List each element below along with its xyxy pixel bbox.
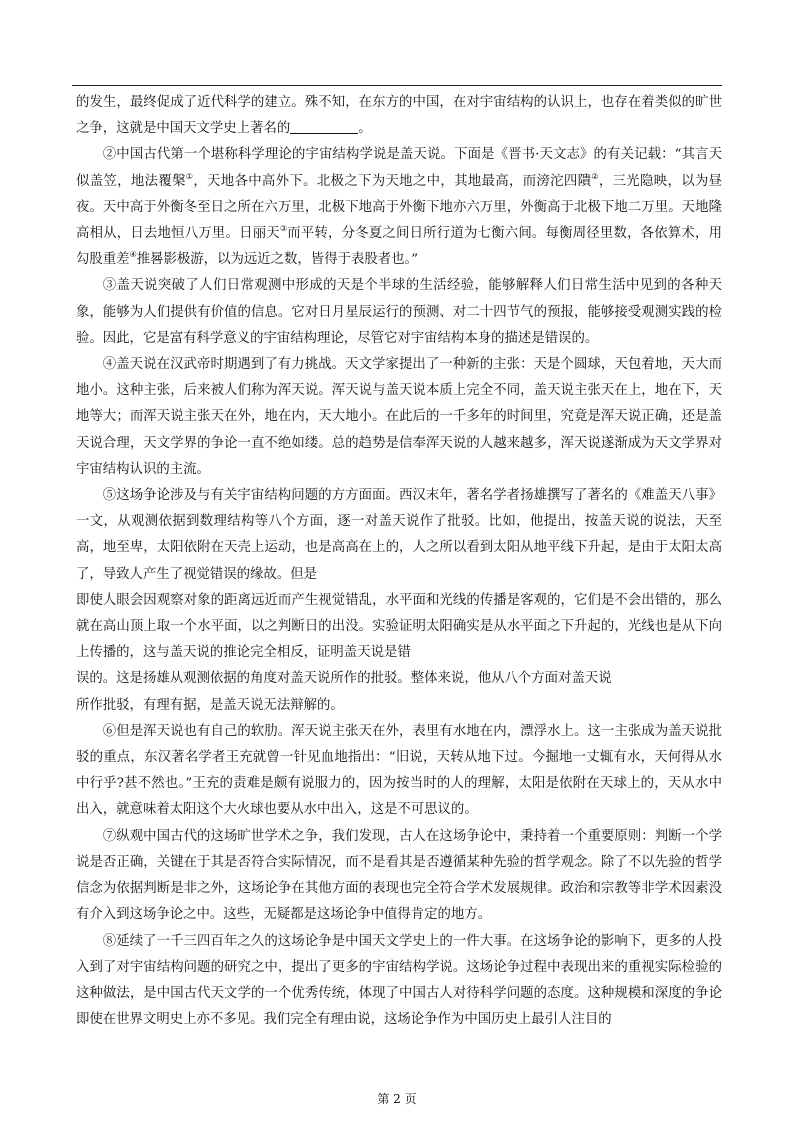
page-number: 第 2 页: [377, 1092, 417, 1106]
footnote-mark-1: ①: [185, 171, 194, 181]
paragraph-5-line-4: 所作批驳，有理有据，是盖天说无法辩解的。: [76, 697, 344, 713]
paragraph-5-line-2: 即使人眼会因观察对象的距离远近而产生视觉错乱，水平面和光线的传播是客观的，它们是不会出错的，那么就在高山顶上取一个水平面，以之判断日的出没。实验证明太阳确实是从水平面之下升起的，光线也是从下向上传播的，这与盖天说的推论完全相反，证明盖天说是错: [76, 592, 722, 661]
footnote-mark-4: ④: [129, 250, 137, 260]
footnote-mark-3: ③: [279, 224, 288, 234]
paragraph-1: 的发生，最终促成了近代科学的建立。殊不知，在东方的中国，在对宇宙结构的认识上，也存在着类似的旷世之争，这就是中国天文学史上著名的 。: [76, 95, 722, 137]
paragraph-4: ④盖天说在汉武帝时期遇到了有力挑战。天文学家提出了一种新的主张：天是个圆球，天包着地，天大而地小。这种主张，后来被人们称为浑天说。浑天说与盖天说本质上完全不同，盖天说主张天在上，地在下，天地等大；而浑天说主张天在外，地在内，天大地小。在此后的一千多年的时间里，究竟是浑天说正确，还是盖天说合理，天文学界的争论一直不绝如缕。总的趋势是信奉浑天说的人越来越多，浑天说遂渐成为天文学界对宇宙结构认识的主流。: [76, 357, 722, 477]
footnote-mark-2: ②: [591, 171, 599, 181]
document-body: [76, 90, 722, 1033]
paragraph-7: ⑦纵观中国古代的这场旷世学术之争，我们发现，古人在这场争论中，秉持着一个重要原则：判断一个学说是否正确，关键在于其是否符合实际情况，而不是看其是否遵循某种先验的哲学观念。除了不以先验的哲学信念为依据判断是非之外，这场论争在其他方面的表现也完全符合学术发展规律。政治和宗教等非学术因素没有介入到这场争论之中。这些，无疑都是这场论争中值得肯定的地方。: [76, 828, 722, 923]
paragraph-3: ③盖天说突破了人们日常观测中形成的天是个半球的生活经验，能够解释人们日常生活中见到的各种天象，能够为人们提供有价值的信息。它对日月星辰运行的预测、对二十四节气的预报，能够接受观测实践的检验。因此，它是富有科学意义的宇宙结构理论，尽管它对宇宙结构本身的描述是错误的。: [76, 278, 722, 346]
paragraph-6: ⑥但是浑天说也有自己的软肋。浑天说主张天在外，表里有水地在内，漂浮水上。这一主张成为盖天说批驳的重点，东汉著名学者王充就曾一针见血地指出：“旧说，天转从地下过。今掘地一丈辄有水，天何得从水中行乎?甚不然也。”王充的责难是颇有说服力的，因为按当时的人的理解，太阳是依附在天球上的，天从水中出入，就意味着太阳这个大火球也要从水中出入，这是不可思议的。: [76, 723, 722, 818]
header-rule: [72, 85, 722, 86]
paragraph-5-line-1: ⑤这场争论涉及与有关宇宙结构问题的方方面面。西汉末年，著名学者扬雄撰写了著名的《难盖天八事》一文，从观测依据到数理结构等八个方面，逐一对盖天说作了批驳。比如，他提出，按盖天说的说法，天至高，地至卑，太阳依附在天壳上运动，也是高高在上的，人之所以看到太阳从地平线下升起，是由于太阳太高了，导致人产生了视觉错误的缘故。但是: [76, 488, 722, 582]
paragraph-2: ②中国古代第一个堪称科学理论的宇宙结构学说是盖天说。下面是《晋书·天文志》的有关记载：“其言天似盖笠，地法覆槃①，天地各中高外下。北极之下为天地之中，其地最高，而滂沱四隤②，三光隐映，以为昼夜。天中高于外衡冬至日之所在六万里，北极下地高于外衡下地亦六万里，外衡高于北极下地二万里。天地隆高相从，日去地恒八万里。日丽天③而平转，分冬夏之间日所行道为七衡六间。每衡周径里数，各依算术，用勾股重差④推晷影极游，以为远近之数，皆得于表股者也。”: [76, 147, 723, 268]
fill-in-blank[interactable]: [290, 119, 358, 134]
paragraph-8: ⑧延续了一千三四百年之久的这场论争是中国天文学史上的一件大事。在这场争论的影响下，更多的人投入到了对宇宙结构问题的研究之中，提出了更多的宇宙结构学说。这场论争过程中表现出来的重视实际检验的这种做法，是中国古代天文学的一个优秀传统，体现了中国古人对待科学问题的态度。这种规模和深度的争论即使在世界文明史上亦不多见。我们完全有理由说，这场论争作为中国历史上最引人注目的: [76, 933, 722, 1028]
paragraph-5-line-3: 误的。这是扬雄从观测依据的角度对盖天说所作的批驳。整体来说，他从八个方面对盖天说: [76, 671, 612, 687]
